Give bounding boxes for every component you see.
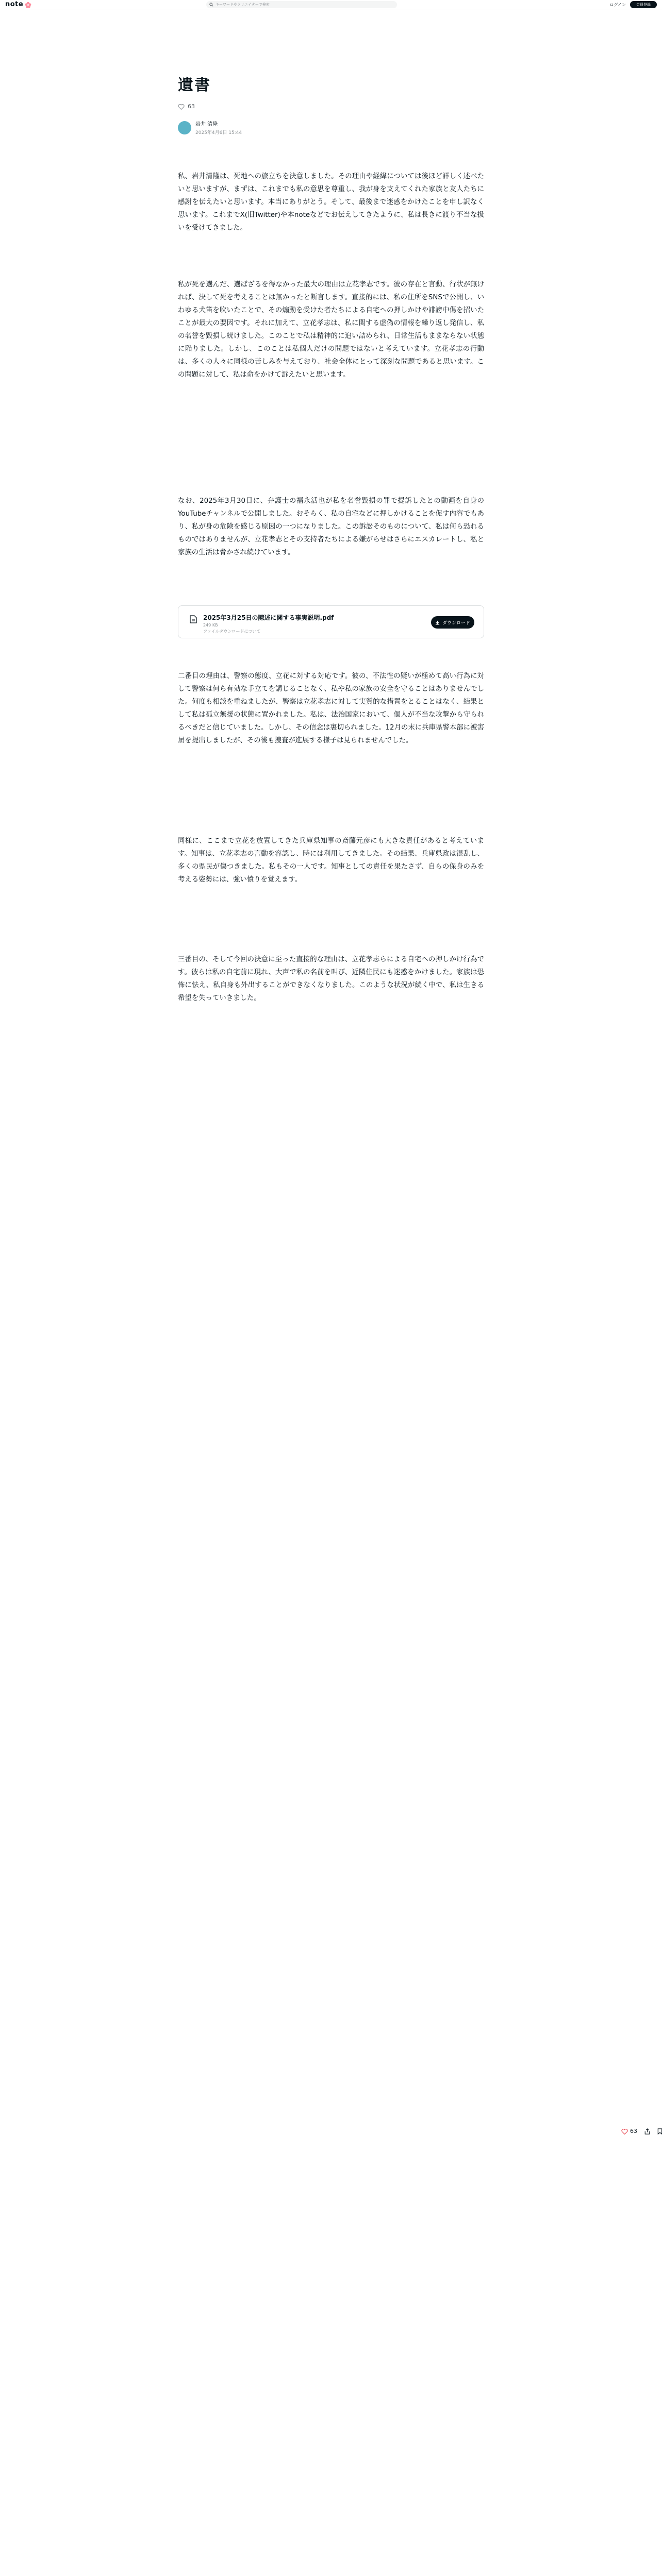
file-attachment[interactable]: [178, 605, 484, 638]
like-summary[interactable]: [178, 103, 195, 110]
paragraph-5: 同様に、ここまで立花を放置してきた兵庫県知事の斎藤元彦にも大きな責任があると考えています。知事は、立花孝志の言動を容認し、時には利用してきました。その結果、兵庫県政は混乱し、多くの県民が傷つきました。私もその一人です。知事としての責任を果たさず、自らの保身のみを考える姿勢には、強い憤りを覚えます。: [178, 837, 484, 884]
floating-action-bar: [621, 2128, 662, 2134]
author-info[interactable]: [178, 120, 242, 135]
paragraph-2: 私が死を選んだ、選ばざるを得なかった最大の理由は立花孝志です。彼の存在と言動、行状が無ければ、決して死を考えることは無かったと断言します。直接的には、私の住所をSNSで公開し、いわゆる犬笛を吹いたことで、その煽動を受けた者たちによる自宅への押しかけや誹謗中傷を招いたことが最大の要因です。それに加えて、立花孝志は、私に関する虚偽の情報を繰り返し発信し、私の名誉を毀損し続けました。このことで私は精神的に追い詰められ、日常生活もままならない状態に陥りました。しかし、このことは私個人だけの問題ではないと考えています。立花孝志の行動は、多くの人々に同様の苦しみを与えており、社会全体にとって深刻な問題であると思います。この問題に対して、私は命をかけて訴えたいと思います。: [178, 281, 484, 379]
bookmark-button[interactable]: [657, 2128, 662, 2134]
login-link[interactable]: ログイン: [609, 2, 626, 7]
share-button[interactable]: [644, 2128, 650, 2134]
file-size: 249 KB: [203, 623, 218, 628]
author-name[interactable]: 岩井 清隆: [195, 122, 218, 127]
signup-button[interactable]: 会員登録: [630, 1, 657, 8]
search-placeholder: キーワードやクリエイターで検索: [216, 3, 270, 7]
file-download-note[interactable]: ファイルダウンロードについて: [203, 629, 261, 634]
logo-text: note: [5, 1, 24, 8]
heart-icon: [621, 2128, 628, 2134]
post-date: 2025年4月6日 15:44: [195, 130, 242, 135]
note-logo[interactable]: [5, 1, 31, 8]
paragraph-3: なお、2025年3月30日に、弁護士の福永活也が私を名誉毀損の罪で提訴したとの動画を自身のYouTubeチャンネルで公開しました。おそらく、私の自宅などに押しかけることを促す内容でもあり、私が身の危険を感じる原因の一つになりました。この訴訟そのものについて、私は何ら恐れるものではありませんが、立花孝志とその支持者たちによる嫌がらせはさらにエスカレートし、私と家族の生活は脅かされ続けています。: [178, 497, 484, 556]
site-header: [0, 0, 662, 9]
search-icon: [209, 3, 213, 7]
floating-like-count: 63: [630, 2128, 637, 2134]
flower-icon: [25, 2, 31, 8]
avatar[interactable]: [178, 121, 191, 134]
download-button[interactable]: [431, 616, 474, 629]
page-title: 遺書: [178, 76, 211, 94]
download-icon: [435, 620, 440, 625]
like-button[interactable]: [621, 2128, 637, 2134]
file-icon: [190, 615, 197, 623]
paragraph-6: 三番目の、そして今回の決意に至った直接的な理由は、立花孝志らによる自宅への押しかけ行為です。彼らは私の自宅前に現れ、大声で私の名前を叫び、近隣住民にも迷惑をかけました。家族は恐怖に怯え、私自身も外出することができなくなりました。このような状況が続く中で、私は生きる希望を失っていきました。: [178, 956, 484, 1002]
file-name: 2025年3月25日の陳述に関する事実説明.pdf: [203, 614, 334, 621]
like-count: 63: [188, 103, 195, 110]
share-icon: [644, 2128, 650, 2134]
bookmark-icon: [657, 2128, 662, 2134]
paragraph-1: 私、岩井清隆は、死地への旅立ちを決意しました。その理由や経緯については後ほど詳しく述べたいと思いますが、まずは、これまでも私の意思を尊重し、我が身を支えてくれた家族と友人たちに感謝を伝えたいと思います。本当にありがとう。そして、最後まで迷惑をかけたことを申し訳なく思います。これまでX(旧Twitter)や本noteなどでお伝えしてきたように、私は長きに渡り不当な扱いを受けてきました。: [178, 173, 484, 232]
paragraph-4: 二番目の理由は、警察の態度、立花に対する対応です。彼の、不法性の疑いが極めて高い行為に対して警察は何ら有効な手立てを講じることなく、私や私の家族の安全を守ることはありませんでした。何度も相談を重ねましたが、警察は立花孝志に対して実質的な措置をとることはなく、結果として私は孤立無援の状態に置かれました。私は、法治国家において、個人が不当な攻撃から守られるべきだと信じていました。しかし、その信念は裏切られました。12月の末に兵庫県警本部に被害届を提出しましたが、その後も捜査が進展する様子は見られませんでした。: [178, 672, 484, 744]
heart-icon: [178, 104, 185, 110]
download-label: ダウンロード: [442, 620, 470, 626]
search-input[interactable]: [206, 1, 397, 8]
